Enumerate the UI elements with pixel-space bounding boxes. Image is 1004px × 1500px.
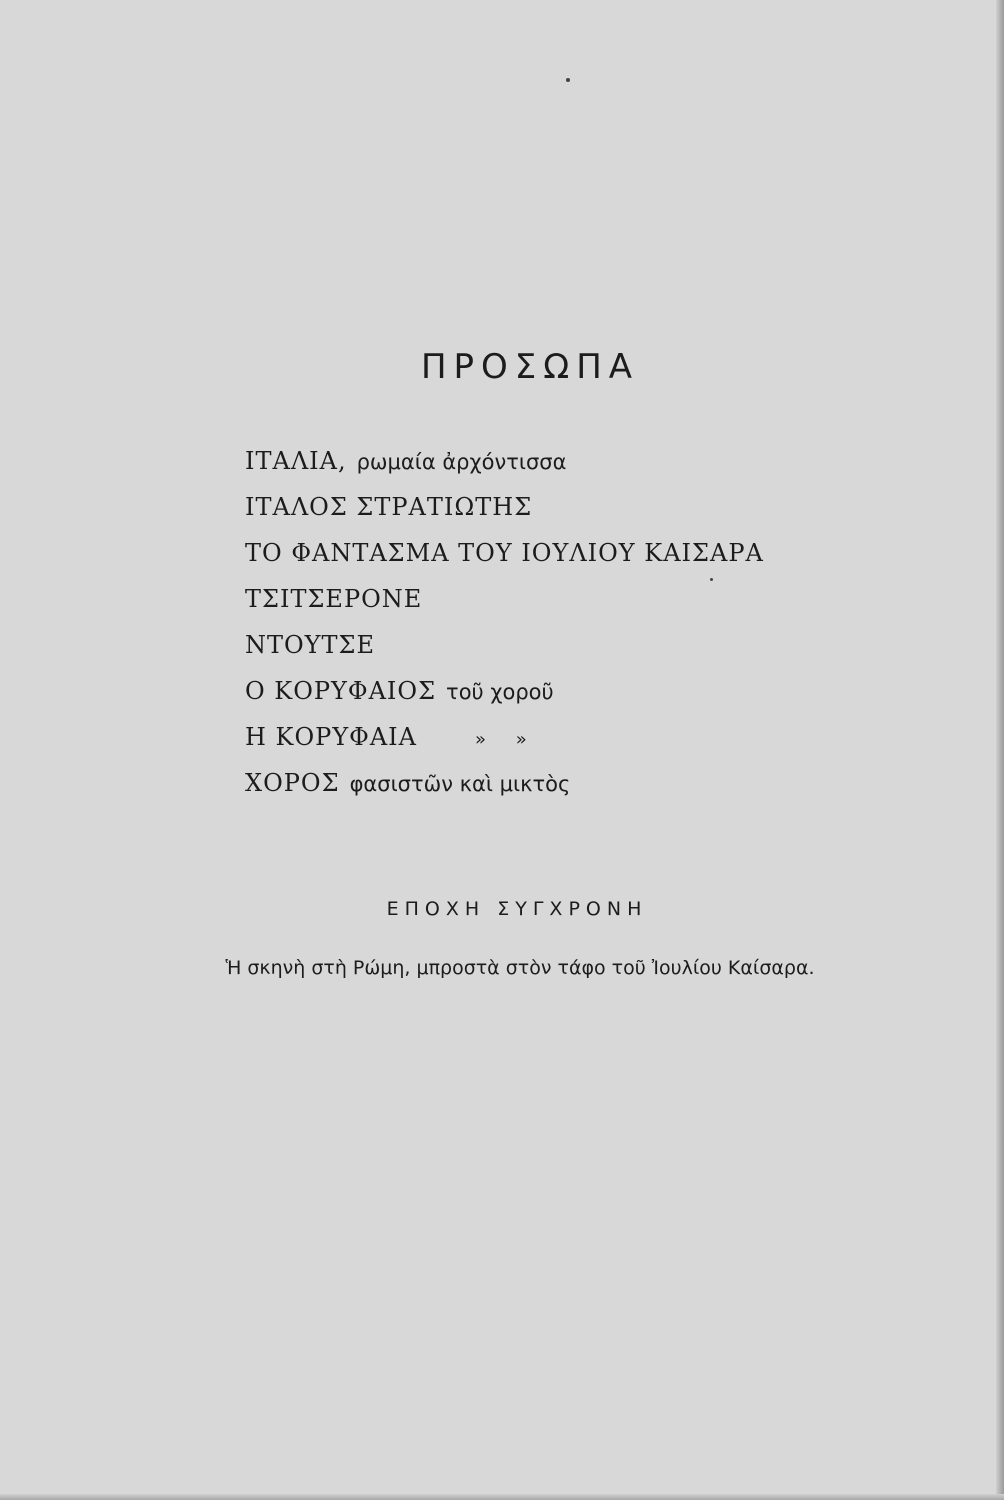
cast-list [245, 438, 764, 806]
cast-description: φασιστῶν καὶ μικτὸς [349, 772, 571, 796]
cast-description: τοῦ χοροῦ [446, 680, 554, 704]
cast-description: ρωμαία ἀρχόντισσα [356, 450, 567, 474]
cast-item [245, 622, 764, 668]
cast-role: Ο ΚΟΡΥΦΑΙΟΣ [245, 677, 437, 705]
cast-role: ΙΤΑΛΟΣ ΣΤΡΑΤΙΩΤΗΣ [245, 493, 533, 521]
cast-role: ΝΤΟΥΤΣΕ [245, 631, 376, 659]
cast-item [245, 484, 764, 530]
cast-role: ΧΟΡΟΣ [245, 769, 340, 797]
ditto-marks: » » [474, 729, 527, 750]
cast-role: ΤΣΙΤΣΕΡΟΝΕ [245, 585, 423, 613]
cast-item [245, 530, 764, 576]
print-speck [566, 78, 570, 82]
cast-item [245, 438, 764, 484]
cast-role: ΤΟ ΦΑΝΤΑΣΜΑ ΤΟΥ ΙΟΥΛΙΟΥ ΚΑΙΣΑΡΑ [245, 539, 764, 567]
page-edge-shadow [996, 0, 1004, 1500]
cast-role: ΙΤΑΛΙΑ, [245, 447, 347, 475]
cast-item [245, 668, 764, 714]
epoch-heading: ΕΠΟΧΗ ΣΥΓΧΡΟΝΗ [386, 898, 648, 920]
cast-item [245, 760, 764, 806]
cast-item [245, 714, 764, 760]
scene-setting: Ἡ σκηνὴ στὴ Ρώμη, μπροστὰ στὸν τάφο τοῦ Ἰουλίου Καίσαρα. [225, 957, 815, 979]
cast-item [245, 576, 764, 622]
page-edge-shadow [0, 1494, 1004, 1500]
cast-role: Η ΚΟΡΥΦΑΙΑ [245, 723, 417, 751]
page-title: ΠΡΟΣΩΠΑ [420, 347, 640, 387]
